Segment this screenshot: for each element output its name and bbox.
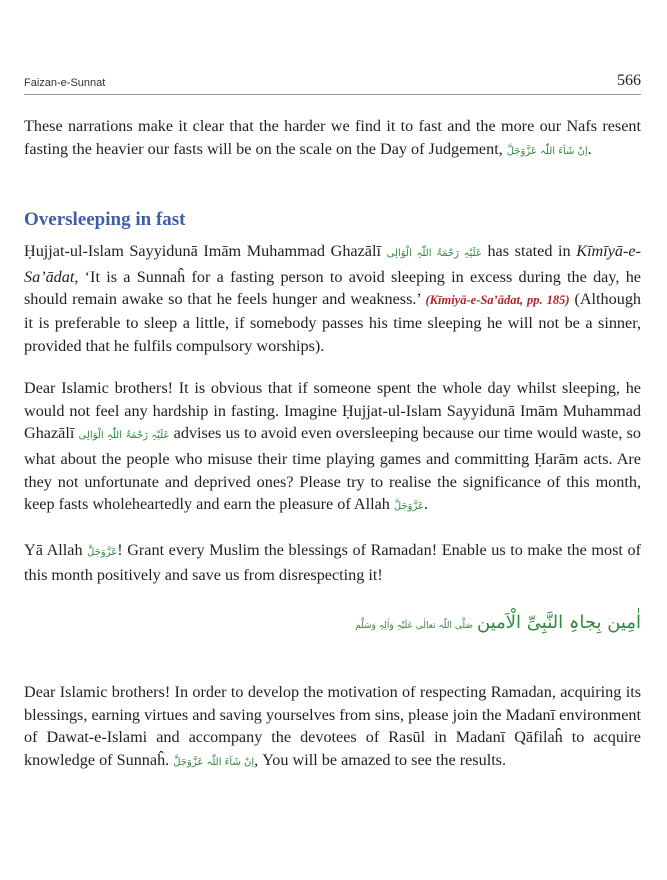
paragraph-text: . bbox=[424, 495, 429, 514]
arabic-azza-wajal: عَزَّوَجَلَّ bbox=[393, 501, 424, 513]
arabic-honorific: عَلَیْہِ رَحْمَۃُ اللّٰہِ الْوَالِی bbox=[386, 248, 482, 260]
arabic-azza-wajal: عَزَّوَجَلَّ bbox=[87, 546, 118, 558]
paragraph-text: Ḥujjat-ul-Islam Sayyidunā Imām Muhammad Ghazālī bbox=[24, 242, 387, 261]
dua-ameen: اٰمِین بِجاہِ النَّبِیِّ الْاَمین bbox=[477, 611, 641, 633]
arabic-insha-allah: اِنْ شَآءَ اللّٰہ عَزَّوَجَلَّ bbox=[506, 145, 588, 157]
paragraph-prayer bbox=[24, 539, 641, 587]
book-title: Faizan-e-Sunnat bbox=[24, 77, 106, 89]
reference-citation: (Kīmiyā-e-Sa’ādat, pp. 185) bbox=[425, 293, 570, 308]
paragraph-text: , You will be amazed to see the results. bbox=[254, 750, 507, 769]
paragraph-madani-qafilah bbox=[24, 681, 641, 774]
book-citation: Kīmīyā-e-Sa’ādat bbox=[24, 242, 641, 286]
paragraph-text: (Although it is preferable to sleep a little, if somebody passes his time sleeping he will not be a sinner, provided that he fulfils compulsory worships). bbox=[24, 290, 642, 355]
dua-line bbox=[24, 607, 641, 639]
paragraph-ghazali bbox=[24, 240, 641, 357]
section-heading: Oversleeping in fast bbox=[24, 209, 186, 231]
paragraph-text-end: . bbox=[587, 139, 592, 158]
paragraph-text: , ‘It is a Sunnaĥ for a fasting person to avoid sleeping in excess during the day, he should remain awake so that he feels hunger and weakness.’ bbox=[24, 267, 641, 309]
dua-salutation: صَلَّی اللّٰہ تعالٰی عَلَیْہِ وَاٰلِہٖ وَسَلَّم bbox=[355, 620, 473, 631]
arabic-honorific: عَلَیْہِ رَحْمَۃُ اللّٰہِ الْوَالِی bbox=[78, 430, 170, 442]
page-header bbox=[24, 66, 641, 95]
paragraph-text: has stated in bbox=[481, 242, 577, 261]
page-number: 566 bbox=[617, 72, 641, 89]
paragraph-text: Yā Allah bbox=[24, 540, 88, 559]
page-content bbox=[24, 115, 641, 774]
paragraph-text: advises us to avoid even oversleeping because our time would waste, so what about the people who misuse their time playing games and committing Ḥarām acts. Are they not unfortunate and deprived ones? Please try to realise the significance of this month, keep fasts wholeheartedly and earn the pleasure of Allah bbox=[24, 424, 641, 514]
paragraph-oversleeping bbox=[24, 377, 641, 519]
paragraph-text: Dear Islamic brothers! In order to develop the motivation of respecting Ramadan, acquiring its blessings, earning virtues and saving yourselves from sins, please join the Madanī environment of Dawat-e-Islami and accompany the devotees of Rasūl in Madanī Qāfilaĥ to acquire knowledge of Sunnaĥ. bbox=[24, 682, 641, 769]
paragraph-text: Dear Islamic brothers! It is obvious that if someone spent the whole day whilst sleeping, he would not feel any hardship in fasting. Imagine Ḥujjat-ul-Islam Sayyidunā Imām Muhammad Ghazālī bbox=[24, 379, 641, 443]
paragraph-text: ! Grant every Muslim the blessings of Ramadan! Enable us to make the most of this month positively and save us from disrespecting it! bbox=[24, 540, 641, 585]
arabic-insha-allah: اِنْ شَآءَ اللّٰہ عَزَّوَجَلَّ bbox=[173, 756, 255, 768]
paragraph-text: These narrations make it clear that the harder we find it to fast and the more our Nafs resent fasting the heavier our fasts will be on the scale on the Day of Judgement, bbox=[24, 117, 641, 158]
paragraph-narrations bbox=[24, 115, 641, 163]
